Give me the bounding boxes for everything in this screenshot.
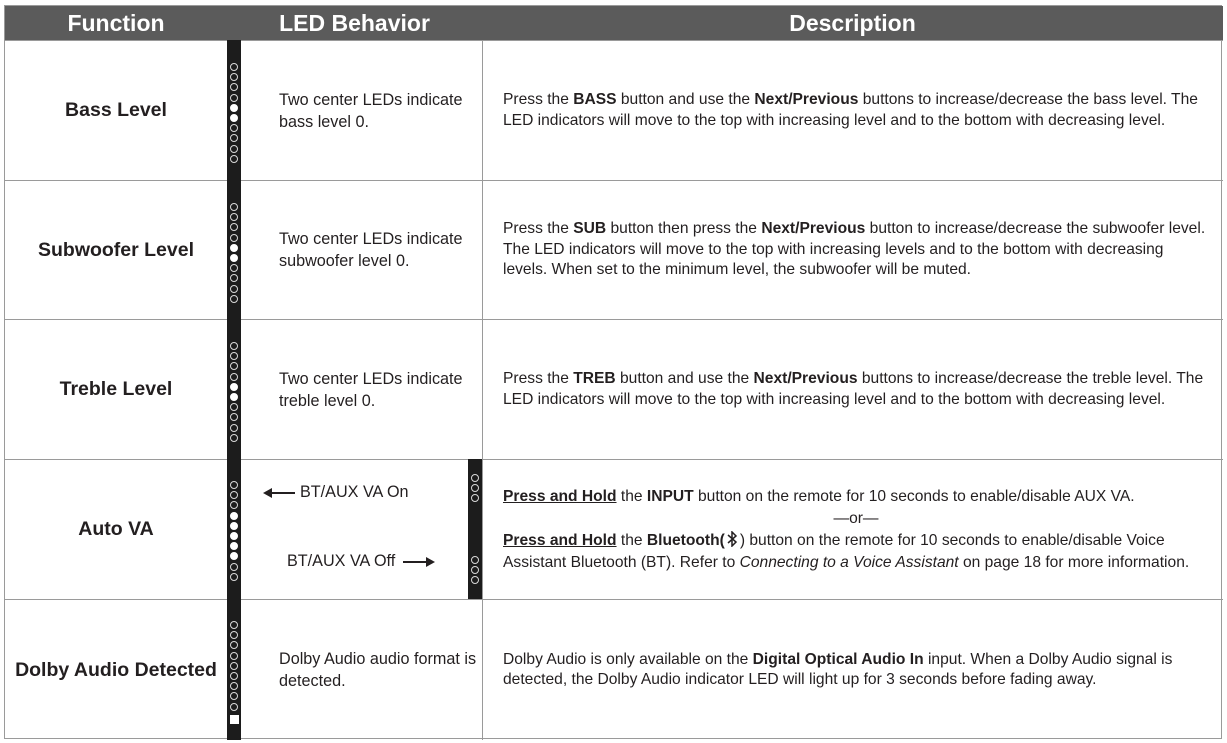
header-function: Function xyxy=(67,10,165,36)
led-lit xyxy=(230,552,238,560)
bluetooth-icon xyxy=(727,531,738,547)
function-label: Treble Level xyxy=(59,378,173,400)
led-unlit xyxy=(230,295,238,303)
led-unlit xyxy=(471,474,479,482)
dolby-led-lit xyxy=(230,715,239,724)
led-function-table xyxy=(4,5,1222,739)
led-lit xyxy=(230,393,238,401)
led-unlit xyxy=(230,434,238,442)
led-lit xyxy=(230,254,238,262)
led-unlit xyxy=(230,264,238,272)
led-unlit xyxy=(230,134,238,142)
led-behavior-text: Two center LEDs indicate bass level 0. xyxy=(279,90,463,131)
led-lit xyxy=(230,244,238,252)
description-text: Press the BASS button and use the Next/Previous buttons to increase/decrease the bass level. The LED indicators will move to the top with increasing level and to the bottom with decreasing level. xyxy=(482,41,1223,180)
led-unlit xyxy=(230,362,238,370)
led-lit xyxy=(230,114,238,122)
led-unlit xyxy=(230,692,238,700)
description-text: Press the SUB button then press the Next/Previous button to increase/decrease the subwoofer level. The LED indicators will move to the top with increasing levels and to the bottom with decreasing levels. When set to the minimum level, the subwoofer will be muted. xyxy=(482,181,1223,319)
led-unlit xyxy=(230,563,238,571)
led-behavior-text: Two center LEDs indicate subwoofer level 0. xyxy=(279,230,463,270)
led-unlit xyxy=(471,494,479,502)
led-unlit xyxy=(230,223,238,231)
led-behavior-cell xyxy=(241,460,468,600)
led-unlit xyxy=(230,373,238,381)
led-unlit xyxy=(230,63,238,71)
table-row xyxy=(5,40,1223,180)
led-unlit xyxy=(230,352,238,360)
led-lit xyxy=(230,512,238,520)
led-lit xyxy=(230,383,238,391)
led-lit xyxy=(230,522,238,530)
led-unlit xyxy=(230,424,238,432)
led-unlit xyxy=(471,566,479,574)
led-indicator-strip-secondary xyxy=(468,459,482,599)
led-lit xyxy=(230,104,238,112)
led-unlit xyxy=(230,672,238,680)
table-row xyxy=(5,180,1223,319)
table-row xyxy=(5,319,1223,459)
led-unlit xyxy=(230,274,238,282)
function-label: Auto VA xyxy=(78,518,154,540)
led-unlit xyxy=(230,342,238,350)
led-unlit xyxy=(471,556,479,564)
or-separator: —or— xyxy=(833,509,879,527)
led-unlit xyxy=(230,682,238,690)
led-unlit xyxy=(230,124,238,132)
led-unlit xyxy=(230,573,238,581)
led-unlit xyxy=(230,501,238,509)
led-unlit xyxy=(230,413,238,421)
led-unlit xyxy=(230,621,238,629)
led-unlit xyxy=(230,213,238,221)
header-description: Description xyxy=(789,10,916,36)
led-on-label: BT/AUX VA On xyxy=(263,482,409,502)
function-label: Dolby Audio Detected xyxy=(15,658,217,681)
description-text: Press and Hold the INPUT button on the remote for 10 seconds to enable/disable AUX VA. —or— Press and Hold the Bluetooth( ) button on the remote for 10 seconds to enable/disable Voice Assistant Bluetooth (BT). Refer to Connecting to a Voice Assistant on page 18 for more information. xyxy=(482,460,1223,599)
led-unlit xyxy=(230,662,238,670)
function-label: Bass Level xyxy=(65,99,167,121)
led-unlit xyxy=(230,234,238,242)
led-unlit xyxy=(471,576,479,584)
led-unlit xyxy=(230,155,238,163)
led-indicator-strip xyxy=(227,40,241,740)
led-unlit xyxy=(471,484,479,492)
header-led-behavior: LED Behavior xyxy=(279,10,430,36)
function-label: Subwoofer Level xyxy=(37,238,195,261)
description-text: Press the TREB button and use the Next/Previous buttons to increase/decrease the treble level. The LED indicators will move to the top with increasing level and to the bottom with decreasing level. xyxy=(482,320,1223,459)
led-unlit xyxy=(230,641,238,649)
led-unlit xyxy=(230,203,238,211)
led-unlit xyxy=(230,491,238,499)
dolby-led-lit xyxy=(242,715,251,724)
led-unlit xyxy=(230,631,238,639)
table-row xyxy=(5,599,1223,740)
arrow-left-icon xyxy=(263,487,297,499)
led-off-label: BT/AUX VA Off xyxy=(287,551,435,571)
led-unlit xyxy=(230,83,238,91)
led-behavior-text: Dolby Audio audio format is detected. xyxy=(279,650,477,690)
led-lit xyxy=(230,532,238,540)
led-lit xyxy=(230,542,238,550)
led-unlit xyxy=(230,285,238,293)
led-behavior-text: Two center LEDs indicate treble level 0. xyxy=(279,369,463,410)
led-unlit xyxy=(230,703,238,711)
led-unlit xyxy=(230,403,238,411)
description-text: Dolby Audio is only available on the Digital Optical Audio In input. When a Dolby Audio signal is detected, the Dolby Audio indicator LED will light up for 3 seconds before fading away. xyxy=(482,600,1223,740)
led-unlit xyxy=(230,652,238,660)
led-unlit xyxy=(230,73,238,81)
led-unlit xyxy=(230,481,238,489)
led-unlit xyxy=(230,94,238,102)
table-row xyxy=(5,459,1223,599)
table-header xyxy=(5,6,1223,40)
led-unlit xyxy=(230,145,238,153)
arrow-right-icon xyxy=(401,556,435,568)
